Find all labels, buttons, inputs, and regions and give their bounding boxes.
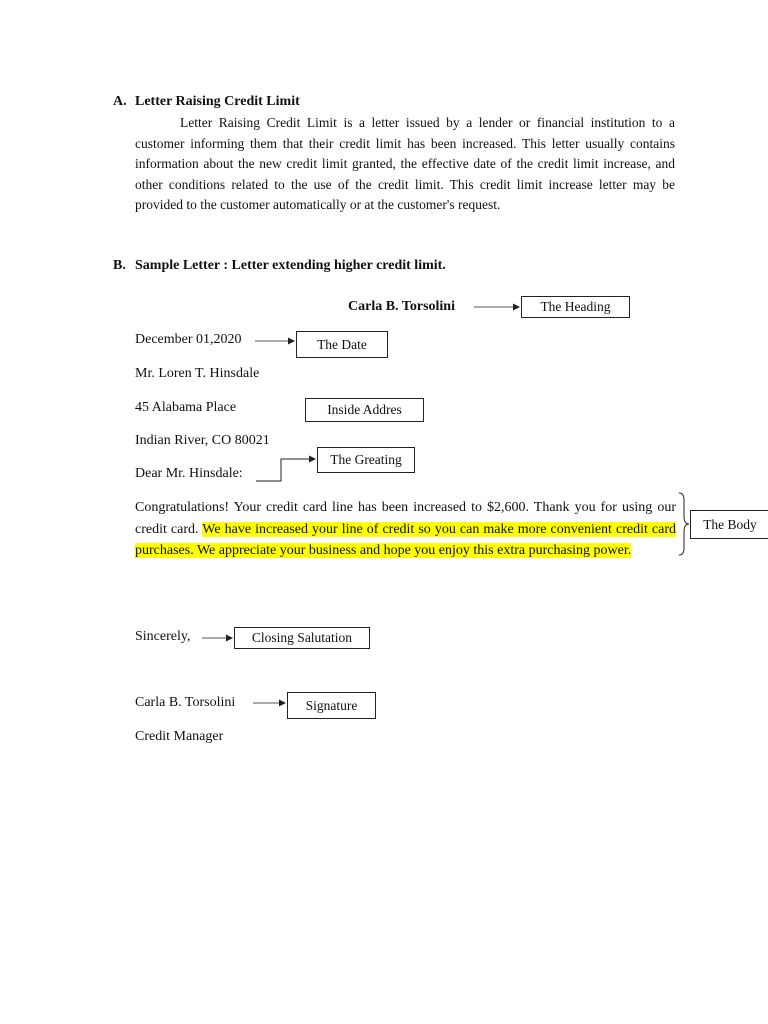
label-greeting: The Greating <box>317 447 415 473</box>
label-signature: Signature <box>287 692 376 719</box>
greeting-arrow <box>256 459 315 481</box>
label-closing-salutation: Closing Salutation <box>234 627 370 649</box>
letter-body-plain: Congratulations! Your credit card line has been increased to $2,600. Thank you for using our credit card. <box>135 500 676 537</box>
body-brace <box>679 493 689 555</box>
letter-signature: Carla B. Torsolini <box>135 695 236 710</box>
letter-date: December 01,2020 <box>135 332 242 347</box>
letter-body-highlighted: We have increased your line of credit so you can make more convenient credit card purchases. We appreciate your business and hope you enjoy this extra purchasing power. <box>135 521 676 558</box>
letter-address-line2: Indian River, CO 80021 <box>135 433 270 448</box>
label-body: The Body <box>690 510 768 539</box>
section-a-label: A. <box>113 94 127 109</box>
letter-signer-title: Credit Manager <box>135 729 224 744</box>
section-a-paragraph <box>135 113 675 216</box>
label-date: The Date <box>296 331 388 358</box>
letter-body <box>135 497 676 562</box>
section-b-title: Sample Letter : Letter extending higher credit limit. <box>135 258 446 273</box>
label-inside-address: Inside Addres <box>305 398 424 422</box>
section-a-title: Letter Raising Credit Limit <box>135 94 300 109</box>
letter-address-line1: 45 Alabama Place <box>135 400 237 415</box>
section-b-label: B. <box>113 258 126 273</box>
letter-greeting: Dear Mr. Hinsdale: <box>135 466 243 481</box>
letter-recipient-name: Mr. Loren T. Hinsdale <box>135 366 260 381</box>
section-a-paragraph-text: Letter Raising Credit Limit is a letter issued by a lender or financial institution to a customer informing them that their credit limit has been increased. This letter usually contains information about the new credit limit granted, the effective date of the credit limit increase, and other conditions related to the use of the credit limit. This credit limit increase letter may be provided to the customer automatically or at the customer's request. <box>135 115 675 212</box>
letter-closing: Sincerely, <box>135 629 191 644</box>
label-heading: The Heading <box>521 296 630 318</box>
letter-sender-heading: Carla B. Torsolini <box>348 299 455 314</box>
